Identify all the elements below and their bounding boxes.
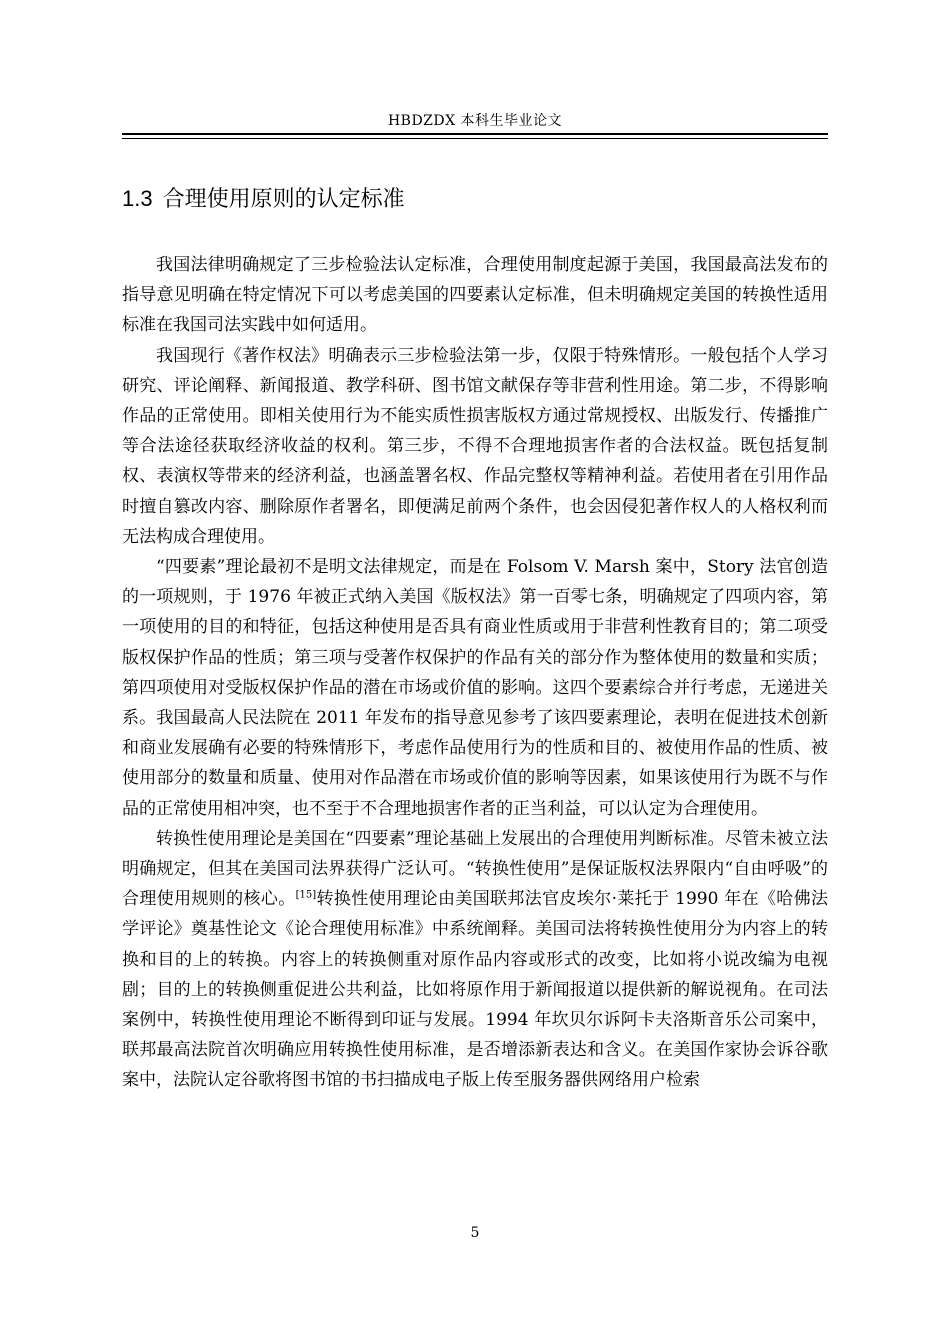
section-title: 合理使用原则的认定标准: [162, 187, 405, 212]
section-number: 1.3: [122, 186, 153, 211]
page-number: 5: [470, 1225, 480, 1241]
paragraph-four-factors: “四要素”理论最初不是明文法律规定，而是在 Folsom V. Marsh 案中，Story 法官创造的一项规则，于 1976 年被正式纳入美国《版权法》第一百零七条，明确规定了四项内容，第一项使用的目的和特征，包括这种使用是否具有商业性质或用于非营利性教育目的；第二项受版权保护作品的性质；第三项与受著作权保护的作品有关的部分作为整体使用的数量和实质；第四项使用对受版权保护作品的潜在市场或价值的影响。这四个要素综合并行考虑，无递进关系。我国最高人民法院在 2011 年发布的指导意见参考了该四要素理论，表明在促进技术创新和商业发展确有必要的特殊情形下，考虑作品使用行为的性质和目的、被使用作品的性质、被使用部分的数量和质量、使用对作品潜在市场或价值的影响等因素，如果该使用行为既不与作品的正常使用相冲突，也不至于不合理地损害作者的正当利益，可以认定为合理使用。: [122, 557, 828, 819]
paragraph-three-step-test: 我国现行《著作权法》明确表示三步检验法第一步，仅限于特殊情形。一般包括个人学习研究、评论阐释、新闻报道、教学科研、图书馆文献保存等非营利性用途。第二步，不得影响作品的正常使用。即相关使用行为不能实质性损害版权方通过常规授权、出版发行、传播推广等合法途径获取经济收益的权利。第三步，不得不合理地损害作者的合法权益。既包括复制权、表演权等带来的经济利益，也涵盖署名权、作品完整权等精神利益。若使用者在引用作品时擅自篡改内容、删除原作者署名，即便满足前两个条件，也会因侵犯著作权人的人格权利而无法构成合理使用。: [122, 345, 828, 547]
header-rule-thin: [122, 138, 828, 139]
body-text: [122, 250, 828, 1096]
page-header-title: HBDZDX 本科生毕业论文: [387, 113, 563, 129]
paragraph-text-before-citation: 转换性使用理论是美国在“四要素”理论基础上发展出的合理使用判断标准。尽管未被立法明确规定，但其在美国司法界获得广泛认可。“转换性使用”是保证版权法界限内“自由呼吸”的合理使用规则的核心。: [122, 828, 828, 910]
header-rule-thick: [122, 133, 828, 135]
citation-reference[interactable]: [15]: [295, 889, 317, 901]
paragraph-text-after-citation: 转换性使用理论由美国联邦法官皮埃尔·莱托于 1990 年在《哈佛法学评论》奠基性论文《论合理使用标准》中系统阐释。美国司法将转换性使用分为内容上的转换和目的上的转换。内容上的转换侧重对原作品内容或形式的改变，比如将小说改编为电视剧；目的上的转换侧重促进公共利益，比如将原作用于新闻报道以提供新的解说视角。在司法案例中，转换性使用理论不断得到印证与发展。1994 年坎贝尔诉阿卡夫洛斯音乐公司案中，联邦最高法院首次明确应用转换性使用标准，是否增添新表达和含义。在美国作家协会诉谷歌案中，法院认定谷歌将图书馆的书扫描成电子版上传至服务器供网络用户检索: [122, 889, 828, 1091]
paragraph-three-step-intro: 我国法律明确规定了三步检验法认定标准，合理使用制度起源于美国，我国最高法发布的指导意见明确在特定情况下可以考虑美国的四要素认定标准，但未明确规定美国的转换性适用标准在我国司法实践中如何适用。: [122, 255, 828, 336]
paragraph-transformative-use: [122, 824, 828, 1096]
section-heading: [122, 184, 405, 215]
